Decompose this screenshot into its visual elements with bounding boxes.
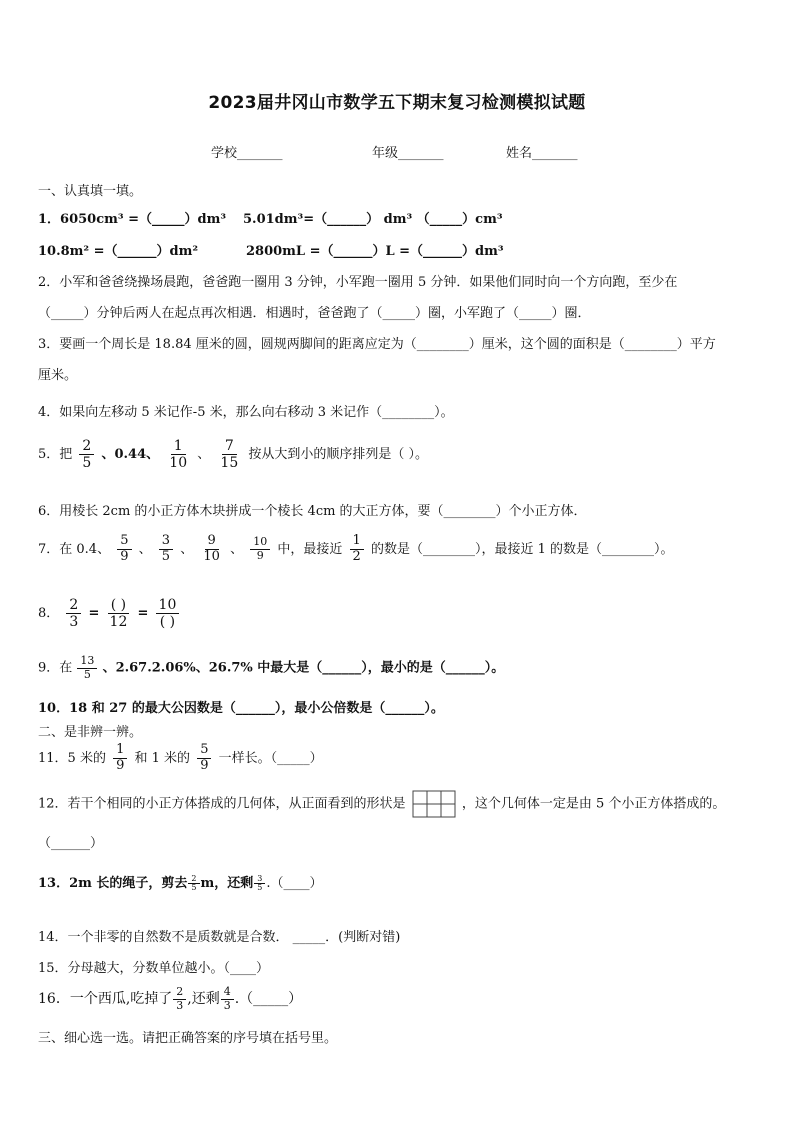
q12-blank: （______）: [38, 836, 104, 851]
q13-fraction-2: $\frac{3}{5}$: [254, 875, 265, 892]
q5: [38, 438, 428, 471]
q12-line1: [38, 790, 725, 818]
q7: [38, 534, 673, 565]
q7-fraction-half: $\frac{1}{2}$: [350, 534, 364, 565]
q3-line1: 3．要画一个周长是 18.84 厘米的圆，圆规两脚间的距离应定为（________）厘米，这个圆的面积是（________）平方: [38, 337, 716, 352]
q10: 10．18 和 27 的最大公因数是（______），最小公倍数是（______）。: [38, 701, 444, 716]
q2-line1: 2．小军和爸爸绕操场晨跑，爸爸跑一圈用 3 分钟，小军跑一圈用 5 分钟．如果他们同时向一个方向跑，至少在: [38, 275, 678, 290]
q14: 14．一个非零的自然数不是质数就是合数． _____．(判断对错): [38, 930, 401, 945]
q13-suffix: .（____）: [266, 876, 323, 891]
school-field[interactable]: 学校_______: [211, 146, 283, 161]
q9: [38, 655, 504, 681]
q9-prefix: 9．在: [38, 660, 73, 676]
q5-fraction-2: $\frac{1}{10}$: [169, 438, 188, 472]
q7-sep-1: 、: [138, 541, 152, 557]
q16-prefix: 16．一个西瓜,吃掉了: [38, 991, 173, 1008]
q16-fraction-2: $\frac{4}{3}$: [221, 986, 234, 1012]
q8-fraction-2: $\frac{( )}{12}$: [109, 597, 128, 631]
q12-prefix: 12．若干个相同的小正方体搭成的几何体，从正面看到的形状是: [38, 796, 406, 812]
q5-fraction-3: $\frac{7}{15}$: [220, 438, 239, 472]
page-title: 2023届井冈山市数学五下期末复习检测模拟试题: [208, 93, 586, 113]
q2-line2: （_____）分钟后两人在起点再次相遇．相遇时，爸爸跑了（_____）圈，小军跑了（_____）圈．: [38, 306, 591, 321]
section-1-heading: 一、认真填一填。: [38, 184, 143, 199]
q5-separator: 、: [197, 447, 211, 463]
q7-fraction-3: $\frac{9}{10}$: [203, 533, 220, 564]
q7-prefix: 7．在 0.4、: [38, 541, 111, 557]
q5-suffix: 按从大到小的顺序排列是（ ）。: [248, 447, 429, 463]
q9-fraction: $\frac{13}{5}$: [77, 655, 97, 681]
q13-mid: m，还剩: [200, 876, 254, 891]
q8-equals-2: =: [137, 606, 149, 622]
front-view-grid-figure: [412, 790, 456, 818]
q1-line1a: 1．6050cm³ =（_____）dm³: [38, 212, 227, 227]
q7-fraction-1: $\frac{5}{9}$: [117, 534, 131, 565]
q1-line2b: 2800mL =（______）L =（______）dm³: [246, 244, 504, 259]
q7-mid: 中，最接近: [277, 541, 343, 557]
q7-fraction-2: $\frac{3}{5}$: [159, 534, 173, 565]
q8: [38, 597, 182, 630]
q16: [38, 986, 302, 1012]
q13: [38, 872, 323, 892]
q16-fraction-1: $\frac{2}{3}$: [173, 986, 186, 1012]
q11-prefix: 11．5 米的: [38, 750, 106, 766]
q3-line2: 厘米。: [38, 368, 78, 383]
q11: [38, 743, 323, 774]
q8-prefix: 8．: [38, 606, 60, 622]
q13-prefix: 13．2m 长的绳子，剪去: [38, 876, 188, 891]
q5-mid: 、0.44、: [101, 447, 160, 463]
name-field[interactable]: 姓名_______: [506, 146, 578, 161]
q16-suffix: .（_____）: [234, 991, 303, 1008]
q7-sep-3: 、: [230, 541, 244, 557]
q16-mid: ,还剩: [187, 991, 220, 1008]
q1-line2a: 10.8m² =（______）dm²: [38, 244, 199, 259]
q8-fraction-3: $\frac{10}{( )}$: [156, 597, 180, 630]
q5-fraction-1: $\frac{2}{5}$: [79, 438, 94, 471]
q7-suffix: 的数是（________），最接近 1 的数是（________）。: [370, 541, 674, 557]
q12-suffix: ，这个几何体一定是由 5 个小正方体搭成的。: [461, 796, 726, 812]
q7-fraction-4: $\frac{10}{9}$: [250, 536, 270, 562]
q11-mid: 和 1 米的: [134, 750, 191, 766]
q4: 4．如果向左移动 5 米记作-5 米，那么向右移动 3 米记作（________）。: [38, 405, 454, 420]
q6: 6．用棱长 2cm 的小正方体木块拼成一个棱长 4cm 的大正方体，要（________）个小正方体．: [38, 504, 587, 519]
q15: 15．分母越大，分数单位越小。（____）: [38, 961, 270, 976]
q11-fraction-1: $\frac{1}{9}$: [113, 743, 127, 774]
q8-fraction-1: $\frac{2}{3}$: [66, 597, 81, 630]
grade-field[interactable]: 年级_______: [372, 146, 444, 161]
q7-sep-2: 、: [180, 541, 194, 557]
section-3-heading: 三、细心选一选。请把正确答案的序号填在括号里。: [38, 1031, 338, 1046]
q8-equals-1: =: [88, 606, 100, 622]
q1-line1b: 5.01dm³=（______） dm³ （_____）cm³: [243, 212, 503, 227]
q11-fraction-2: $\frac{5}{9}$: [197, 743, 211, 774]
q5-prefix: 5．把: [38, 447, 73, 463]
q9-suffix: 、2.67.2.06%、26.7% 中最大是（______），最小的是（______）。: [102, 660, 505, 676]
q13-fraction-1: $\frac{2}{5}$: [188, 875, 199, 892]
q11-suffix: 一样长。（_____）: [218, 750, 323, 766]
section-2-heading: 二、是非辨一辨。: [38, 725, 143, 740]
